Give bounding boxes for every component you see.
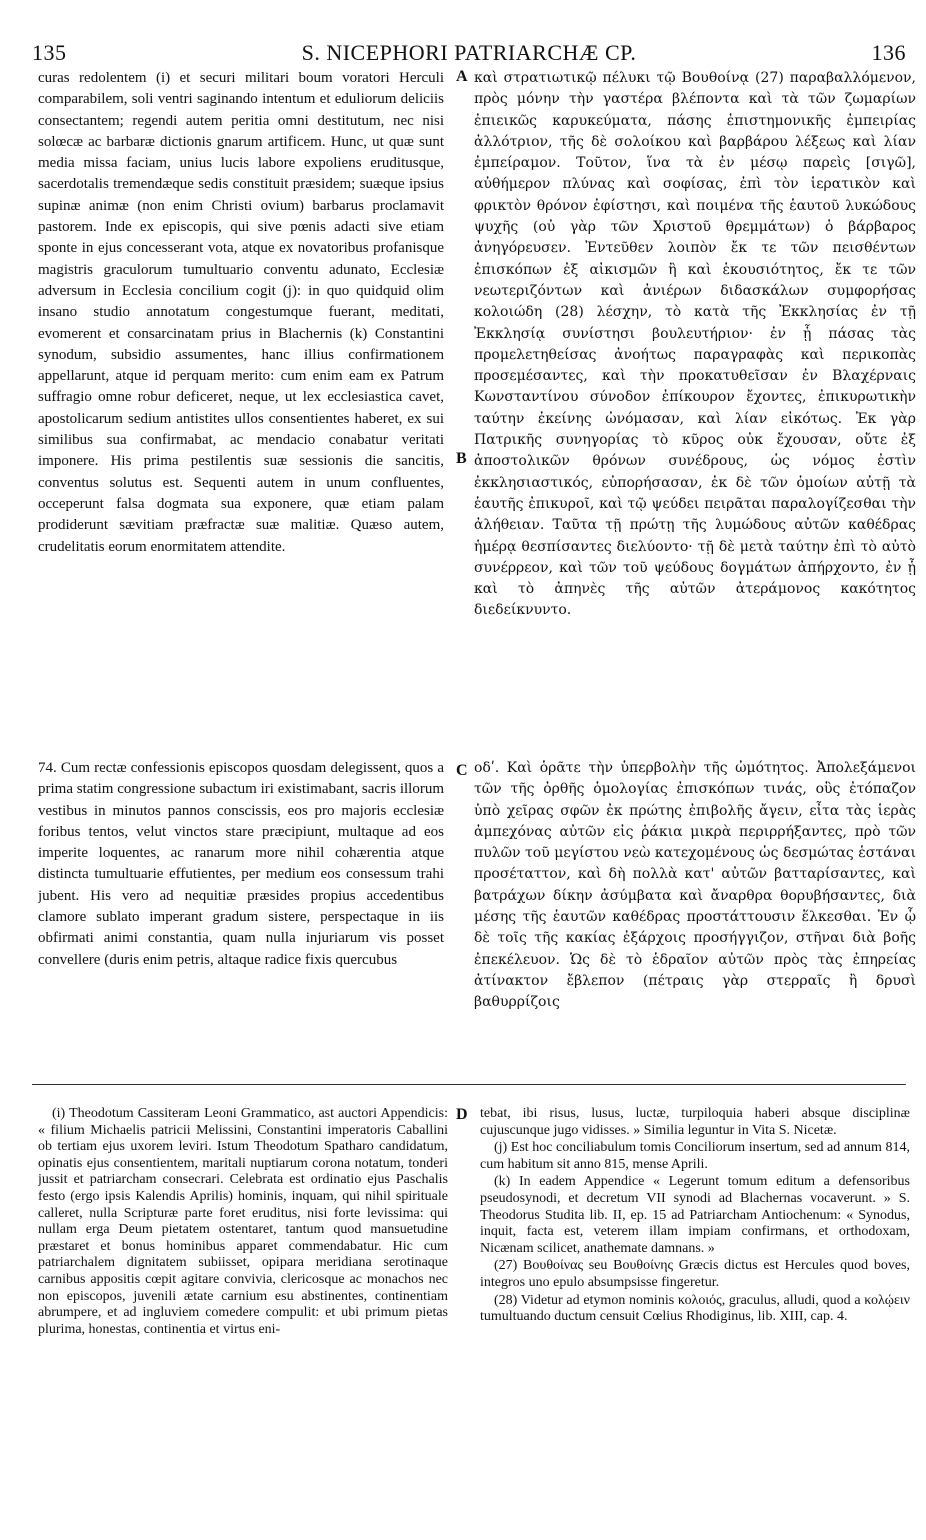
running-title: S. NICEPHORI PATRIARCHÆ CP. bbox=[301, 40, 637, 65]
latin-column-top bbox=[38, 68, 444, 743]
margin-marker-b: B bbox=[456, 450, 467, 467]
footnote-j: (j) Est hoc conciliabulum tomis Conciliorum insertum, sed ad annum 814, cum habitum sit anno 815, mense Aprili. bbox=[480, 1140, 910, 1172]
footnote-i-continued: tebat, ibi risus, lusus, luctæ, turpiloquia haberi absque disciplinæ cujuscunque jugo vidisses. » Similia leguntur in Vita S. Nicetæ. bbox=[480, 1106, 910, 1138]
footnote-k: (k) In eadem Appendice « Legerunt tomum editum a defensoribus pseudosynodi, et decretum VII synodi ad Blachernas vocaverunt. » S. Theodorus Studita lib. II, ep. 15 ad Patriarcham Antiochenum: « Synodus, inquit, facta est, veterem illam impiam confirmans, et orthodoxam, Nicænam scilicet, anathemate damnans. » bbox=[480, 1174, 910, 1256]
latin-paragraph-73: curas redolentem (i) et securi militari boum voratori Herculi comparabilem, soli ventri saginando intentum et eduliorum deliciis consectantem; regendi autem peritia omni destitutum, nec nisi solœcæ ac barbaræ dictionis gnarum artificem. Hunc, ut quæ sunt media missa faciam, unius lucis labore expoliens eruditusque, sacerdotalis tremendæque sedis constituit præsidem; suæque ipsius supinæ animæ (non enim Christi ovium) barbarus proclamavit pastorem. Inde ex episcopis, qui sive pœnis adacti sive etiam sponte in ejus concesserant vota, atque ex novatoribus profanisque magistris graculorum tumultuario conventu adunato, Ecclesiæ adversum in Ecclesia concilium cogit (j): in quo quidquid olim insano studio annotatum congestumque fuerant, meditati, evomerent et consarcinatam prius in Blachernis (k) Constantini synodum, subsidio assumentes, hanc illius confirmationem appellarunt, atque id perquam merito: cum enim eam ex Patrum suffragio omne robur deficeret, neque, ut lex ecclesiastica cavet, apostolicarum sedium antistites ullos consentientes haberet, ex sui similibus sua confirmabat, ac mendacio conabatur veritati imponere. His prima pestilentis suæ sessionis die sancitis, conventus solutus est. Sequenti autem in unum confluentes, occeperunt falsa dogmata sua exponere, quæ etiam palam prodiderunt sævitiam præfractæ suæ malitiæ. Quæso autem, crudelitatis eorum enormitatem attendite. bbox=[38, 70, 444, 555]
footnote-27: (27) Βουθοίνας seu Βουθοίνης Græcis dictus est Hercules quod boves, integros uno epulo absumpsisse fingeretur. bbox=[480, 1258, 910, 1290]
margin-marker-a: A bbox=[456, 68, 468, 85]
margin-marker-d: D bbox=[456, 1106, 468, 1123]
footnote-28: (28) Videtur ad etymon nominis κολοιός, graculus, alludi, quod a κολῴειν tumultuando ductum censuit Cœlius Rhodiginus, lib. XIII, cap. 4. bbox=[480, 1292, 910, 1325]
footnotes-left bbox=[38, 1106, 448, 1518]
greek-column-top bbox=[474, 68, 916, 743]
greek-paragraph-74: οδʹ. Καὶ ὁρᾶτε τὴν ὑπερβολὴν τῆς ὠμότητος. Ἀπολεξάμενοι τῶν τῆς ὀρθῆς ὁμολογίας ἐπισκόπων τινάς, οὓς ἐτόπαζον ὑπὸ χεῖρας σφῶν ἐκ πρώτης ἐπιβολῆς ἄγειν, εἶτα τὰς ἱερὰς ἀμπεχόνας αὐτῶν εἰς ῥάκια μικρὰ περιρρήξαντες, πρὸ τῶν πυλῶν τοῦ μεγίστου νεὼ κατεχομένους ὡς δεσμώτας ἑστάναι προσέταττον, καὶ δὴ πολλὰ κατ' αὐτῶν βατταρίσαντες, καὶ βατράχων δίκην ἀσύμβατα καὶ ἄναρθρα θορυβήσαντες, διὰ μέσης τῆς ἑαυτῶν καθέδρας προστάττουσιν ἕλκεσθαι. Ἐν ᾧ δὲ τοῖς τῆς κακίας ἐξάρχοις προσήγγιζον, στῆναι διὰ βοῆς ἐπεκέλευον. Ὡς δὲ τὸ ἑδραῖον αὐτῶν πρὸς τὰς ἐπηρείας ἀτίνακτον ἔβλεπον (πέτραις γὰρ στερραῖς ἢ δρυσὶ βαθυρρίζοις bbox=[474, 760, 916, 1011]
page-number-left: 135 bbox=[32, 40, 67, 65]
footnote-divider bbox=[32, 1084, 906, 1085]
footnotes-right bbox=[480, 1106, 910, 1518]
page-number-right: 136 bbox=[871, 40, 906, 65]
margin-marker-c: C bbox=[456, 762, 468, 779]
footnote-i: (i) Theodotum Cassiteram Leoni Grammatico, ast auctori Appendicis: « filium Michaelis patricii Melissini, Constantini imperatoris Caballini ob tertiam ejus uxorem leviri. Istum Theodotum Spatharo candidatum, opinatis ejus consentientem, maritali nuptiarum corona notatum, tonderi jussit et patriarcham consecrari. Celebrata est ordinatio ejus Paschalis festo (ergo ipsis Kalendis Aprilis) hominis, inquam, qui nihil spirituale calleret, nulla Scripturæ parte foret eruditus, nisi forte levissima: qui nullam erga Deum pietatem ostentaret, tantum quod mansuetudine præstaret et bonus hominibus apparet commendabatur. Hic cum patriarchalem dignitatem subiisset, opipara meridiana serotinaque carnibus appositis cœpit agitare convivia, clericosque ac monachos nec non episcopos, juvenili ætate carnium esu abstinentes, continentiam abrumpere, et ad ingluviem comedere compulit: et ubi primum pietas plurima, honestas, continentia et virtus eni- bbox=[38, 1106, 448, 1337]
greek-paragraph-73: καὶ στρατιωτικῷ πέλυκι τῷ Βουθοίνᾳ (27) παραβαλλόμενον, πρὸς μόνην τὴν γαστέρα βλέποντα καὶ τὰ τῶν ζωμαρίων ἐπιεικῶς καρυκεύματα, πάσης ἐπιστημονικῆς ἐμπειρίας ἀλλότριον, τῆς δὲ σολοίκου καὶ βαρβάρου λέξεως καὶ λίαν ἐμπείραμον. Τοῦτον, ἵνα τὰ ἐν μέσῳ παρεὶς [σιγῶ], αὐθήμερον πλύνας καὶ σοφίσας, ἐπὶ τὸν ἱερατικὸν καὶ φρικτὸν θρόνον ἐφίστησι, καὶ ποιμένα τῆς ἑαυτοῦ λυκώδους ψυχῆς (οὐ γὰρ τῶν Χριστοῦ θρεμμάτων) ὁ βάρβαρος ἀνηγόρευσεν. Ἐντεῦθεν λοιπὸν ἔκ τε τῶν πεισθέντων ἐπισκόπων ἐξ αἰκισμῶν ἢ καὶ ἑκουσιότητος, ἔκ τε τῶν νεωτεριζόντων καὶ ἀνιέρων διδασκάλων συμφορήσας κολοιώδη (28) λέσχην, τὸ κατὰ τῆς Ἐκκλησίας ἐν τῇ Ἐκκλησίᾳ συνίστησι βουλευτήριον· ἐν ᾗ πάσας τὰς προμελετηθείσας ἀνοήτως παραγραφὰς καὶ περικοπὰς προσεμέσαντες, καὶ τὴν προκατυθεῖσαν ἐν Βλαχέρναις Κωνσταντίνου σύνοδον ἐπίκουρον ἔχοντες, ἐπικυρωτικὴν ταύτην ἐκείνης ὠνόμασαν, καὶ λίαν εἰκότως. Ἐκ γὰρ Πατρικῆς συνηγορίας τὸ κῦρος οὐκ ἔχουσαν, οὔτε ἐξ ἀποστολικῶν θρόνων συνέδρους, ὡς νόμος ἐστὶν ἐκκλησιαστικός, εὐπορήσασαν, ἐκ δὲ τῶν ὁμοίων αὐτῇ τὰ ἑαυτῆς ἐπικυροῖ, καὶ τῷ ψεύδει πειρᾶται παραλογίζεσθαι τὴν ἀλήθειαν. Ταῦτα τῇ πρώτῃ τῆς λυμώδους αὐτῶν καθέδρας ἡμέρᾳ θεσπίσαντες διελύοντο· τῇ δὲ μετὰ ταύτην ἐπὶ τὸ αὐτὸ συνέρρεον, καὶ τῶν τοῦ ψεύδους δογμάτων ἀπήρχοντο, ἐν ᾗ καὶ τὸ ἀπηνὲς τῆς αὐτῶν ἀτεράμονος κακότητος διεδείκνυντο. bbox=[474, 70, 916, 619]
latin-column-bottom bbox=[38, 758, 444, 1063]
running-header bbox=[32, 40, 906, 68]
greek-column-bottom bbox=[474, 758, 916, 1063]
latin-paragraph-74: 74. Cum rectæ confessionis episcopos quosdam delegissent, quos a prima statim congressione subactum iri existimabant, sacris illorum vestibus in minutos pannos conscissis, eos pro majoris ecclesiæ foribus tentos, velut vinctos stare præcipiunt, multaque ad eos imperite loquentes, ac ranarum more nihil cohærentia atque distincta tumultuarie effutientes, per medium eos consessum trahi jubent. His vero ad nequitiæ præsides propius accedentibus clamore sublato imperant gradum sistere, perspectaque in iis obfirmati animi constantia, quam nulla injuriarum vis posset convellere (duris enim petris, altaque radice fixis quercubus bbox=[38, 760, 444, 968]
